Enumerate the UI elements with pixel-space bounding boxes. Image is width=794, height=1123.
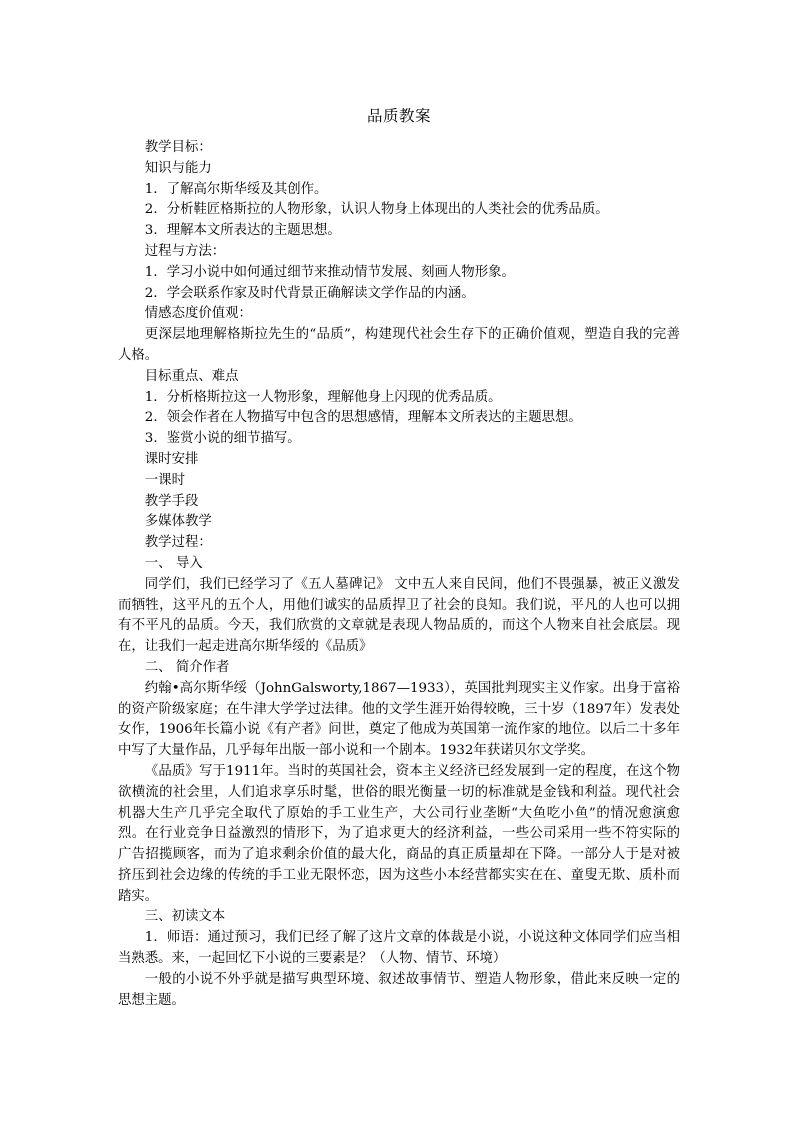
paragraph-author-body: 约翰•高尔斯华绥（JohnGalsworty,1867—1933），英国批判现实主义作家。出身于富裕的资产阶级家庭；在牛津大学学过法律。他的文学生涯开始得较晚，三十岁（1897年）发表处女作，1906年长篇小说《有产者》问世，奠定了他成为英国第一流作家的地位。以后二十多年中写了大量作品，几乎每年出版一部小说和一个剧本。1932年获诺贝尔文学奖。 xyxy=(118,680,680,759)
paragraph-first-reading-body: 1．师语：通过预习，我们已经了解了这片文章的体裁是小说，小说这种文体同学们应当相当熟悉。来，一起回忆下小说的三要素是？（人物、情节、环境） xyxy=(118,930,680,967)
paragraph-schedule-value: 一课时 xyxy=(144,472,185,488)
paragraph-goal-item: 3．理解本文所表达的主题思想。 xyxy=(144,223,341,239)
paragraph-teaching-goals: 教学目标： xyxy=(144,140,212,155)
paragraph-knowledge-ability: 知识与能力 xyxy=(144,160,212,176)
paragraph-key-point-item: 1．分析格斯拉这一人物形象，理解他身上闪现的优秀品质。 xyxy=(144,389,502,405)
paragraph-goal-item: 2．分析鞋匠格斯拉的人物形象，认识人物身上体现出的人类社会的优秀品质。 xyxy=(144,202,609,218)
section-heading-author: 二、 简介作者 xyxy=(144,659,230,675)
document-title: 品质教案 xyxy=(366,107,431,125)
paragraph-schedule: 课时安排 xyxy=(144,451,199,467)
paragraph-process-item: 2．学会联系作家及时代背景正确解读文学作品的内涵。 xyxy=(144,285,475,301)
paragraph-process-item: 1．学习小说中如何通过细节来推动情节发展、刻画人物形象。 xyxy=(144,264,515,280)
paragraph-teaching-means: 教学手段 xyxy=(144,493,199,509)
paragraph-emotion-values: 情感态度价值观： xyxy=(144,306,252,322)
paragraph-key-points: 目标重点、难点 xyxy=(144,368,239,384)
paragraph-background-body: 《品质》写于1911年。当时的英国社会，资本主义经济已经发展到一定的程度，在这个物欲横流的社会里，人们追求享乐时髦，世俗的眼光衡量一切的标准就是金钱和利益。现代社会机器大生产几乎完全取代了原始的手工业生产，大公司行业垄断“大鱼吃小鱼”的情况愈演愈烈。在行业竞争日益激烈的情形下，为了追求更大的经济利益，一些公司采用一些不符实际的广告招揽顾客，而为了追求剩余价值的最大化，商品的真正质量却在下降。一部分人于是对被挤压到社会边缘的传统的手工业无限怀恋，因为这些小本经营都实实在在、童叟无欺、质朴而踏实。 xyxy=(118,763,680,904)
paragraph-goal-item: 1．了解高尔斯华绥及其创作。 xyxy=(144,181,328,197)
paragraph-intro-body: 同学们，我们已经学习了《五人墓碑记》 文中五人来自民间，他们不畏强暴，被正义激发而牺牲，这平凡的五个人，用他们诚实的品质捍卫了社会的良知。我们说，平凡的人也可以拥有不平凡的品质。今天，我们欣赏的文章就是表现人物品质的，而这个人物来自社会底层。现在，让我们一起走进高尔斯华绥的《品质》 xyxy=(118,576,680,655)
document-body xyxy=(118,138,680,1011)
paragraph-key-point-item: 3．鉴赏小说的细节描写。 xyxy=(144,431,301,447)
paragraph-key-point-item: 2．领会作者在人物描写中包含的思想感情，理解本文所表达的主题思想。 xyxy=(144,410,582,426)
paragraph-novel-elements: 一般的小说不外乎就是描写典型环境、叙述故事情节、塑造人物形象，借此来反映一定的思想主题。 xyxy=(118,971,680,1008)
paragraph-process-method: 过程与方法： xyxy=(144,243,226,259)
section-heading-intro: 一、 导入 xyxy=(144,555,203,571)
paragraph-teaching-process: 教学过程： xyxy=(144,535,212,551)
paragraph-emotion-body: 更深层地理解格斯拉先生的“品质”，构建现代社会生存下的正确价值观，塑造自我的完善人格。 xyxy=(118,327,680,363)
section-heading-first-reading: 三、初读文本 xyxy=(144,909,226,925)
paragraph-teaching-means-value: 多媒体教学 xyxy=(144,514,212,530)
